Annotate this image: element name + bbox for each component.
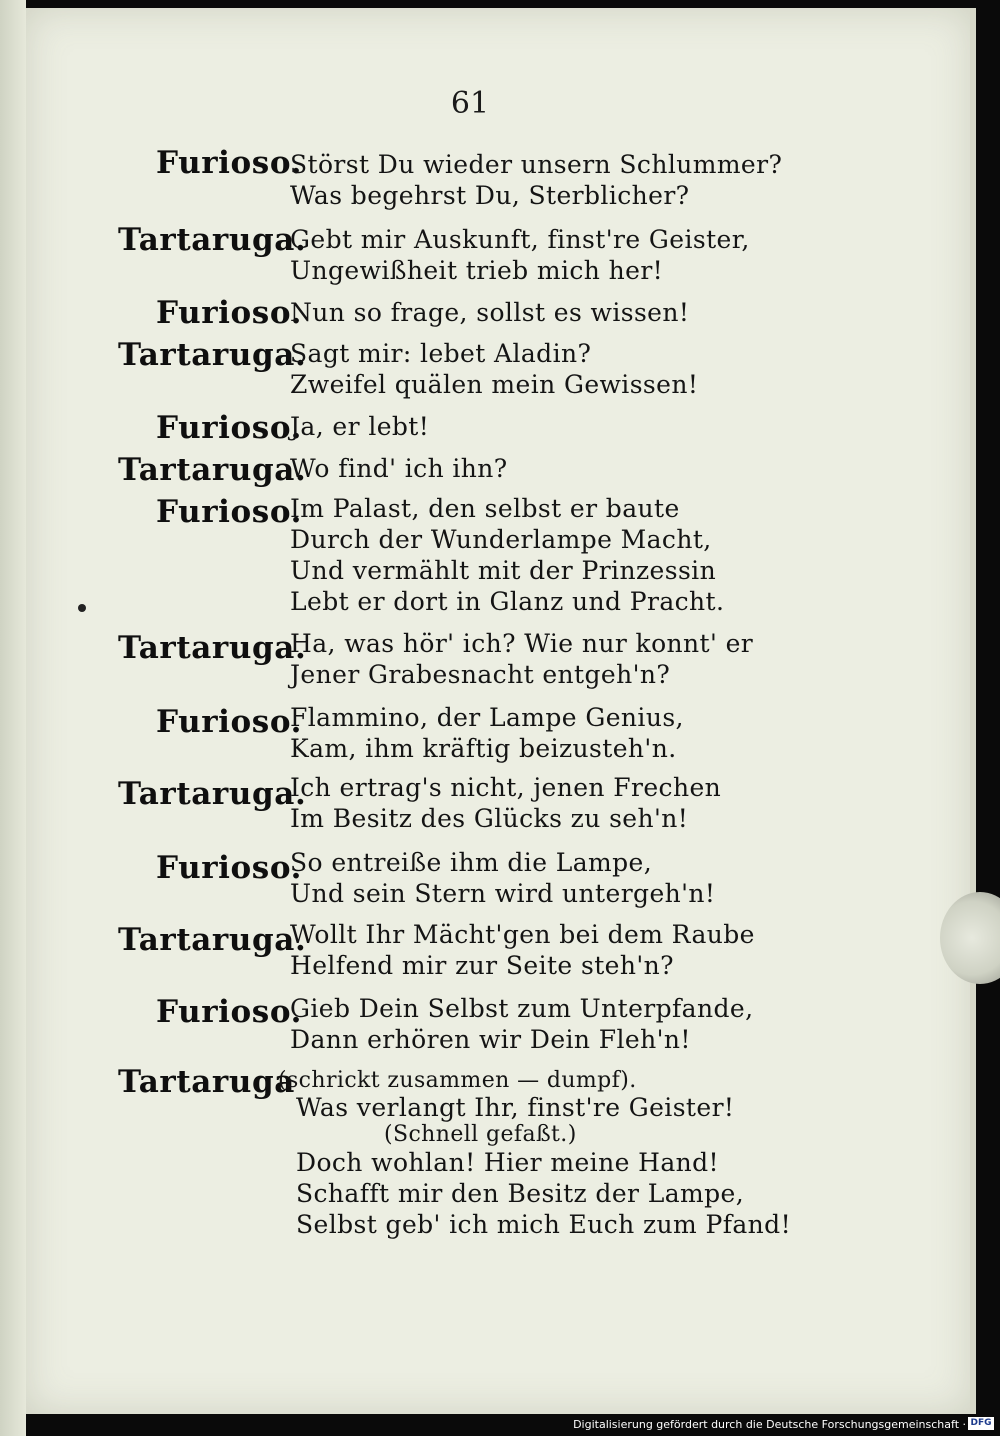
- margin-dot: [78, 604, 86, 612]
- speaker-label: Furioso.: [156, 850, 302, 886]
- speaker-label: Furioso.: [156, 145, 302, 181]
- verse-line: Durch der Wunderlampe Macht,: [290, 525, 712, 554]
- speaker-label: Furioso.: [156, 410, 302, 446]
- verse-line: Dann erhören wir Dein Fleh'n!: [290, 1025, 691, 1054]
- verse-line: Gebt mir Auskunft, finst're Geister,: [290, 225, 750, 254]
- verse-line: Selbst geb' ich mich Euch zum Pfand!: [296, 1210, 792, 1239]
- verse-line: Ha, was hör' ich? Wie nur konnt' er: [290, 629, 754, 658]
- verse-line: Helfend mir zur Seite steh'n?: [290, 951, 674, 980]
- verse-line: Wo find' ich ihn?: [290, 454, 508, 483]
- verse-line: Störst Du wieder unsern Schlummer?: [290, 150, 783, 179]
- speaker-label: Tartaruga.: [118, 452, 307, 488]
- digitization-credit: Digitalisierung gefördert durch die Deutsche Forschungsgemeinschaft ·: [573, 1418, 966, 1431]
- verse-line: Ja, er lebt!: [290, 412, 430, 441]
- speaker-label: Tartaruga.: [118, 222, 307, 258]
- verse-line: So entreiße ihm die Lampe,: [290, 848, 653, 877]
- verse-line: Lebt er dort in Glanz und Pracht.: [290, 587, 725, 616]
- verse-line: Jener Grabesnacht entgeh'n?: [290, 660, 671, 689]
- verse-line: Im Palast, den selbst er baute: [290, 494, 680, 523]
- dfg-logo: DFG: [968, 1417, 994, 1430]
- speaker-label: Tartaruga.: [118, 776, 307, 812]
- verse-line: Zweifel quälen mein Gewissen!: [290, 370, 699, 399]
- verse-line: Gieb Dein Selbst zum Unterpfande,: [290, 994, 754, 1023]
- verse-line: Und sein Stern wird untergeh'n!: [290, 879, 716, 908]
- speaker-label: Tartaruga.: [118, 337, 307, 373]
- speaker-label: Tartaruga.: [118, 922, 307, 958]
- verse-line: Doch wohlan! Hier meine Hand!: [296, 1148, 719, 1177]
- speaker-label: Tartaruga.: [118, 630, 307, 666]
- stage-direction: (schrickt zusammen — dumpf).: [278, 1068, 637, 1093]
- verse-line: Flammino, der Lampe Genius,: [290, 703, 684, 732]
- verse-line: Was verlangt Ihr, finst're Geister!: [296, 1093, 735, 1122]
- verse-line: Ich ertrag's nicht, jenen Frechen: [290, 773, 722, 802]
- page-number: 61: [450, 86, 490, 121]
- verse-line: Und vermählt mit der Prinzessin: [290, 556, 717, 585]
- verse-line: Nun so frage, sollst es wissen!: [290, 298, 690, 327]
- verse-line: Ungewißheit trieb mich her!: [290, 256, 664, 285]
- verse-line: Kam, ihm kräftig beizusteh'n.: [290, 734, 677, 763]
- speaker-label: Furioso.: [156, 994, 302, 1030]
- speaker-label: Tartaruga: [118, 1064, 295, 1100]
- speaker-label: Furioso.: [156, 295, 302, 331]
- left-page-edge: [0, 0, 26, 1436]
- page-edge: [970, 8, 976, 1414]
- speaker-label: Furioso.: [156, 704, 302, 740]
- stage-direction: (Schnell gefaßt.): [384, 1122, 577, 1147]
- speaker-label: Furioso.: [156, 494, 302, 530]
- verse-line: Im Besitz des Glücks zu seh'n!: [290, 804, 689, 833]
- verse-line: Was begehrst Du, Sterblicher?: [290, 181, 690, 210]
- verse-line: Sagt mir: lebet Aladin?: [290, 339, 592, 368]
- verse-line: Wollt Ihr Mächt'gen bei dem Raube: [290, 920, 755, 949]
- verse-line: Schafft mir den Besitz der Lampe,: [296, 1179, 745, 1208]
